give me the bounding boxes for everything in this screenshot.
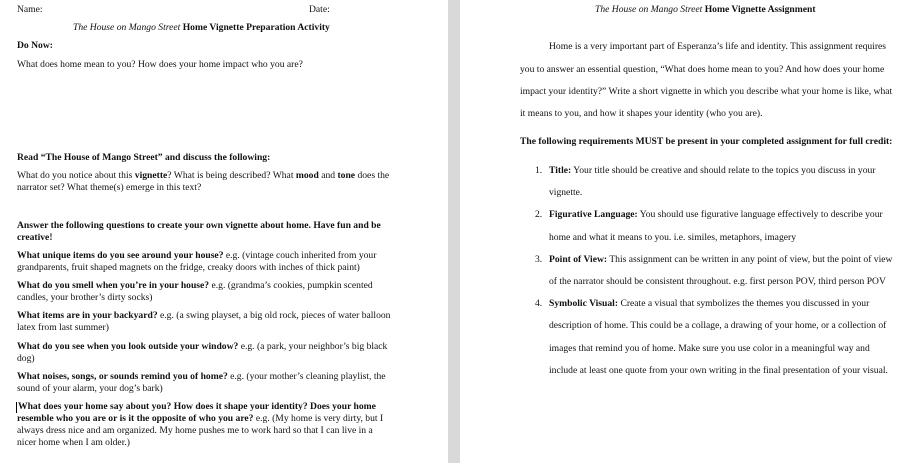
intro-line1: Home is a very important part of Esperanza’s life and identity. This assignment requires: [549, 41, 887, 52]
question-window-line2: dog): [17, 353, 35, 364]
req-4-number: 4.: [535, 298, 543, 309]
question-identity-line2: resemble who you are or is it the opposite of who you are? e.g. (My home is very dirty, but I: [17, 413, 384, 424]
question-identity-line3: always dress nice and am organized. My home pushes me to work hard so that I can live in a: [17, 425, 373, 436]
req-1-line1: Title: Your title should be creative and should relate to the topics you discuss in your: [549, 165, 876, 176]
requirements-heading: The following requirements MUST be present in your completed assignment for full credit:: [520, 136, 893, 147]
do-now-heading: Do Now:: [17, 40, 53, 51]
answer-heading-line2: creative!: [17, 232, 53, 243]
question-smell-line2: candles, your brother’s dirty socks): [17, 292, 153, 303]
req-2-number: 2.: [535, 209, 543, 220]
question-smell-line1: What do you smell when you’re in your house? e.g. (grandma’s cookies, pumpkin scented: [17, 280, 373, 291]
req-1-line2: vignette.: [549, 187, 583, 198]
req-4-line1: Symbolic Visual: Create a visual that symbolizes the themes you discussed in your: [549, 298, 870, 309]
req-4-line4: include at least one quote from your own writing in the final presentation of your visual.: [549, 365, 888, 376]
question-identity-line1[interactable]: What does your home say about you? How does it shape your identity? Does your home: [18, 401, 376, 412]
intro-line2: you to answer an essential question, “What does home mean to you? And how does your home: [520, 64, 885, 75]
name-label: Name:: [17, 4, 43, 15]
question-sounds-line2: sound of your alarm, your dog’s bark): [17, 383, 163, 394]
req-3-number: 3.: [535, 254, 543, 265]
intro-line4: it means to you, and how it shapes your identity (who you are).: [520, 108, 763, 119]
req-3-line2: of the narrator should be consistent throughout. e.g. first person POV, third person POV: [549, 276, 886, 287]
req-2-line2: home and what it means to you. i.e. similes, metaphors, imagery: [549, 232, 796, 243]
left-title: The House on Mango Street Home Vignette Preparation Activity: [73, 22, 330, 33]
answer-heading-line1: Answer the following questions to create your own vignette about home. Have fun and be: [17, 220, 381, 231]
req-4-line2: description of home. This could be a collage, a drawing of your home, or a collection of: [549, 320, 887, 331]
req-3-line1: Point of View: This assignment can be written in any point of view, but the point of view: [549, 254, 893, 265]
question-items-line1: What unique items do you see around your house? e.g. (vintage couch inherited from your: [17, 250, 377, 261]
read-question-line2: narrator set? What theme(s) emerge in this text?: [17, 182, 202, 193]
question-window-line1: What do you see when you look outside your window? e.g. (a park, your neighbor’s big black: [17, 341, 388, 352]
do-now-question: What does home mean to you? How does your home impact who you are?: [17, 59, 303, 70]
question-sounds-line1: What noises, songs, or sounds remind you of home? e.g. (your mother’s cleaning playlist, the: [17, 371, 386, 382]
question-items-line2: grandparents, fruit shaped magnets on the fridge, creaky doors with inches of thick paint): [17, 262, 360, 273]
req-4-line3: images that remind you of home. Make sure you use color in a meaningful way and: [549, 343, 870, 354]
question-backyard-line1: What items are in your backyard? e.g. (a swing playset, a big old rock, pieces of water balloon: [17, 310, 391, 321]
req-1-number: 1.: [535, 165, 543, 176]
date-label: Date:: [309, 4, 330, 15]
right-title: The House on Mango Street Home Vignette Assignment: [595, 4, 816, 15]
read-heading: Read “The House of Mango Street” and discuss the following:: [17, 152, 271, 163]
document-page-left: [0, 0, 448, 463]
question-backyard-line2: latex from last summer): [17, 322, 109, 333]
read-question-line1: What do you notice about this vignette? What is being described? What mood and tone does the: [17, 170, 390, 181]
document-page-right: [460, 0, 909, 463]
question-identity-line4: nicer home when I am older.): [17, 437, 130, 448]
req-2-line1: Figurative Language: You should use figurative language effectively to describe your: [549, 209, 883, 220]
text-cursor: [16, 402, 17, 413]
intro-line3: impact your identity?” Write a short vignette in which you describe what your home is like, what: [520, 86, 893, 97]
